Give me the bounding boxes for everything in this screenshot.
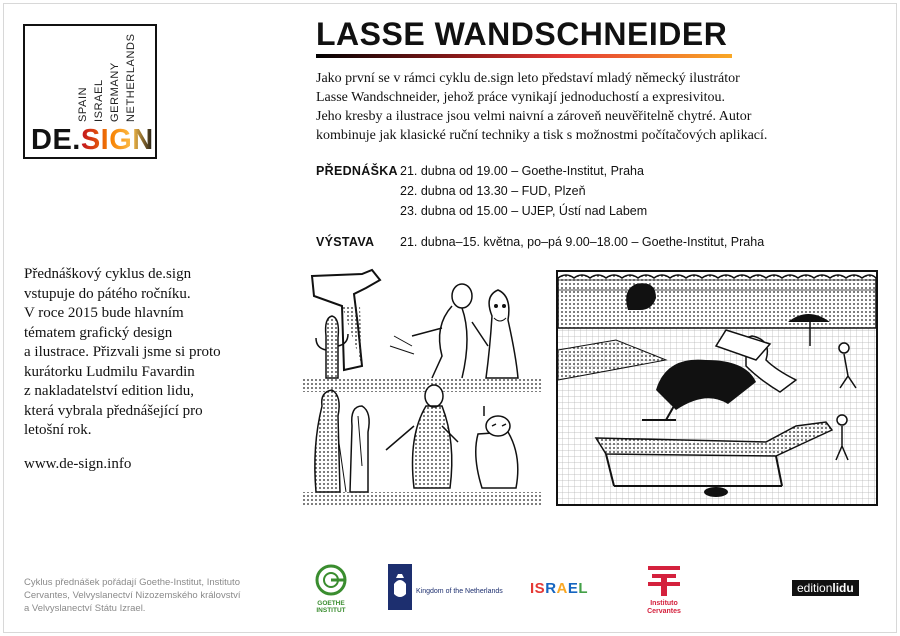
netherlands-logo xyxy=(388,564,503,614)
edition-prefix: edition xyxy=(797,581,833,595)
edition-suffix: lidu xyxy=(832,581,854,595)
netherlands-label: Kingdom of the Netherlands xyxy=(416,588,503,595)
netherlands-crest-icon xyxy=(388,564,412,610)
exhibition-item: 21. dubna–15. května, po–pá 9.00–18.00 – Goethe-Institut, Praha xyxy=(400,235,765,249)
description-line: a ilustrace. Přizvali jsme si proto xyxy=(24,344,221,360)
organizers-line: a Velvyslanectví Státu Izrael. xyxy=(24,603,146,614)
illustration-figures xyxy=(302,266,542,506)
cervantes-logo xyxy=(644,564,684,616)
cervantes-label: Instituto Cervantes xyxy=(647,600,681,615)
design-logo xyxy=(23,24,157,159)
description-line: vstupuje do pátého ročníku. xyxy=(24,285,191,302)
intro-line: Lasse Wandschneider, jehož práce vynikají jednoduchostí a expresivitou. xyxy=(316,90,725,105)
lecture-item: 21. dubna od 19.00 – Goethe-Institut, Praha xyxy=(400,164,644,178)
israel-logo xyxy=(530,580,588,597)
exhibition-row xyxy=(316,232,764,252)
page-title: LASSE WANDSCHNEIDER xyxy=(316,16,728,52)
lecture-item: 22. dubna od 13.30 – FUD, Plzeň xyxy=(400,184,586,198)
description-line: kurátorku Ludmilu Favardin xyxy=(24,363,195,380)
intro-paragraph xyxy=(316,69,856,145)
edition-lidu-logo xyxy=(792,580,859,596)
goethe-label: GOETHE INSTITUT xyxy=(316,600,346,614)
exhibition-label: VÝSTAVA xyxy=(316,235,375,249)
goethe-icon xyxy=(312,564,350,598)
lecture-row xyxy=(316,161,764,221)
intro-line: Jako první se v rámci cyklu de.sign leto představí mladý německý ilustrátor xyxy=(316,71,740,86)
lecture-label: PŘEDNÁŠKA xyxy=(316,164,398,178)
intro-line: Jeho kresby a ilustrace jsou velmi naivní a zároveň neuvěřitelně chytré. Autor xyxy=(316,109,752,124)
country-list xyxy=(75,32,155,122)
organizers-line: Cyklus přednášek pořádají Goethe-Institut, Instituto xyxy=(24,577,240,588)
description-line: z nakladatelství edition lidu, xyxy=(24,383,194,399)
event-schedule xyxy=(316,161,764,252)
organizers-line: Cervantes, Velvyslanectví Nizozemského království xyxy=(24,590,241,601)
description-line: letošní rok. xyxy=(24,422,92,438)
description-line: která vybrala přednášející pro xyxy=(24,402,203,419)
country-germany: GERMANY xyxy=(109,62,121,122)
illustration-lounger xyxy=(556,270,878,506)
country-israel: ISRAEL xyxy=(93,79,105,122)
intro-line: kombinuje jak klasické ruční techniky a tisk s možnostmi počítačových aplikací. xyxy=(316,128,768,143)
lecture-item: 23. dubna od 15.00 – UJEP, Ústí nad Labem xyxy=(400,204,648,218)
series-description xyxy=(24,265,274,441)
partner-logos xyxy=(312,560,878,616)
country-netherlands: NETHERLANDS xyxy=(125,33,137,122)
wordmark-suffix: SIGN xyxy=(80,124,154,156)
goethe-logo xyxy=(312,564,352,616)
description-line: Přednáškový cyklus de.sign xyxy=(24,266,192,282)
title-underline xyxy=(316,54,732,58)
cervantes-icon xyxy=(644,564,684,598)
description-line: tématem grafický design xyxy=(24,324,173,341)
organizers-note xyxy=(24,576,240,615)
country-spain: SPAIN xyxy=(77,86,89,122)
website-link[interactable]: www.de-sign.info xyxy=(24,456,132,472)
description-line: V roce 2015 bude hlavním xyxy=(24,305,184,321)
israel-wordmark: ISRAEL xyxy=(530,580,589,597)
design-wordmark xyxy=(31,126,154,155)
wordmark-prefix: DE. xyxy=(31,124,81,156)
lecture-list xyxy=(400,161,647,221)
